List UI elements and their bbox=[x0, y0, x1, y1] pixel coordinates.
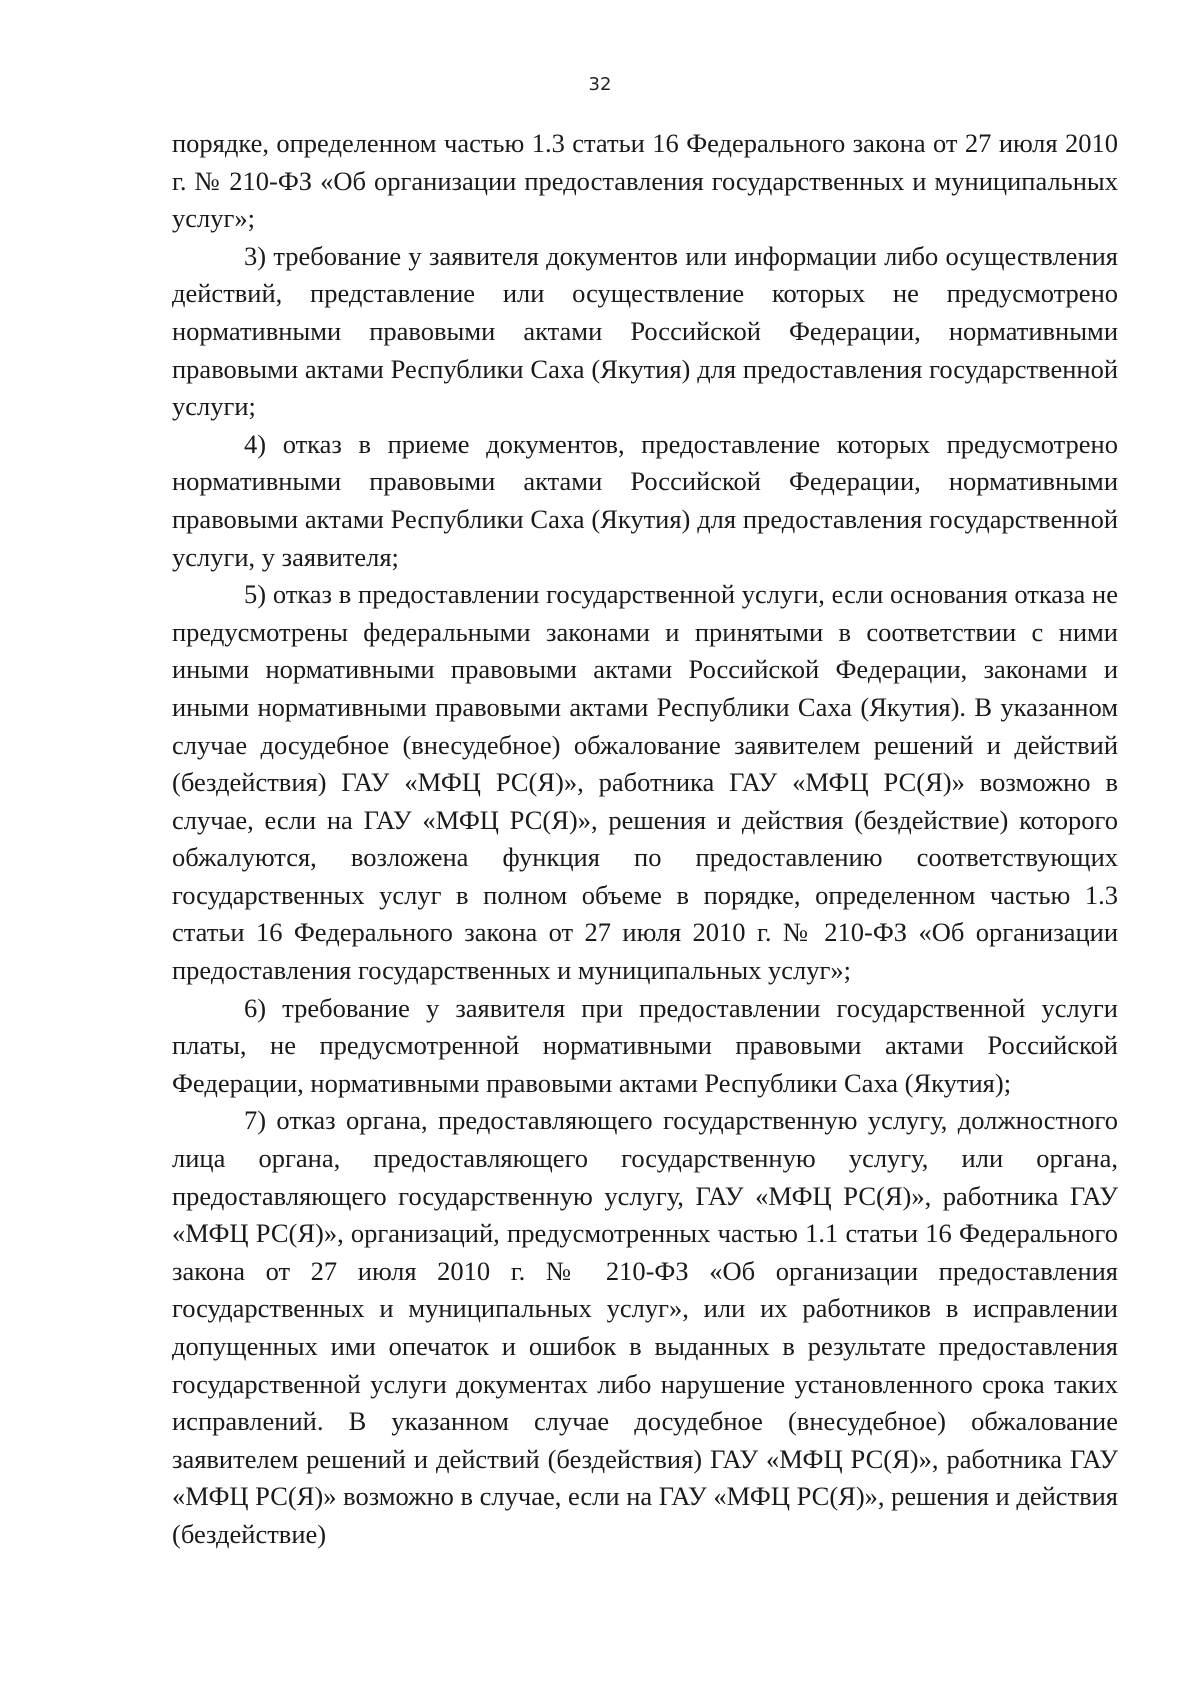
paragraph-item-4: 4) отказ в приеме документов, предоставление которых предусмотрено нормативными правовыми актами Российской Федерации, нормативными правовыми актами Республики Саха (Якутия) для предоставления государственной услуги, у заявителя; bbox=[172, 428, 1118, 572]
page-number: 32 bbox=[588, 74, 612, 95]
body-text bbox=[172, 125, 1118, 1554]
paragraph-item-5: 5) отказ в предоставлении государственной услуги, если основания отказа не предусмотрены федеральными законами и принятыми в соответствии с ними иными нормативными правовыми актами Российской Федерации, законами и иными нормативными правовыми актами Республики Саха (Якутия). В указанном случае досудебное (внесудебное) обжалование заявителем решений и действий (бездействия) ГАУ «МФЦ РС(Я)», работника ГАУ «МФЦ РС(Я)» возможно в случае, если на ГАУ «МФЦ РС(Я)», решения и действия (бездействие) которого обжалуются, возложена функция по предоставлению соответствующих государственных услуг в полном объеме в порядке, определенном частью 1.3 статьи 16 Федерального закона от 27 июля 2010 г. № 210-ФЗ «Об организации предоставления государственных и муниципальных услуг»; bbox=[172, 579, 1118, 986]
paragraph-item-3: 3) требование у заявителя документов или информации либо осуществления действий, представление или осуществление которых не предусмотрено нормативными правовыми актами Российской Федерации, нормативными правовыми актами Республики Саха (Якутия) для предоставления государственной услуги; bbox=[172, 240, 1118, 422]
paragraph-item-7: 7) отказ органа, предоставляющего государственную услугу, должностного лица органа, предоставляющего государственную услугу, или органа, предоставляющего государственную услугу, ГАУ «МФЦ РС(Я)», работника ГАУ «МФЦ РС(Я)», организаций, предусмотренных частью 1.1 статьи 16 Федерального закона от 27 июля 2010 г. № 210-ФЗ «Об организации предоставления государственных и муниципальных услуг», или их работников в исправлении допущенных ими опечаток и ошибок в выданных в результате предоставления государственной услуги документах либо нарушение установленного срока таких исправлений. В указанном случае досудебное (внесудебное) обжалование заявителем решений и действий (бездействия) ГАУ «МФЦ РС(Я)», работника ГАУ «МФЦ РС(Я)» возможно в случае, если на ГАУ «МФЦ РС(Я)», решения и действия (бездействие) bbox=[172, 1105, 1118, 1549]
paragraph-item-6: 6) требование у заявителя при предоставлении государственной услуги платы, не предусмотренной нормативными правовыми актами Российской Федерации, нормативными правовыми актами Республики Саха (Якутия); bbox=[172, 992, 1118, 1098]
paragraph-continuation: порядке, определенном частью 1.3 статьи 16 Федерального закона от 27 июля 2010 г. № 210-ФЗ «Об организации предоставления государственных и муниципальных услуг»; bbox=[172, 128, 1118, 234]
